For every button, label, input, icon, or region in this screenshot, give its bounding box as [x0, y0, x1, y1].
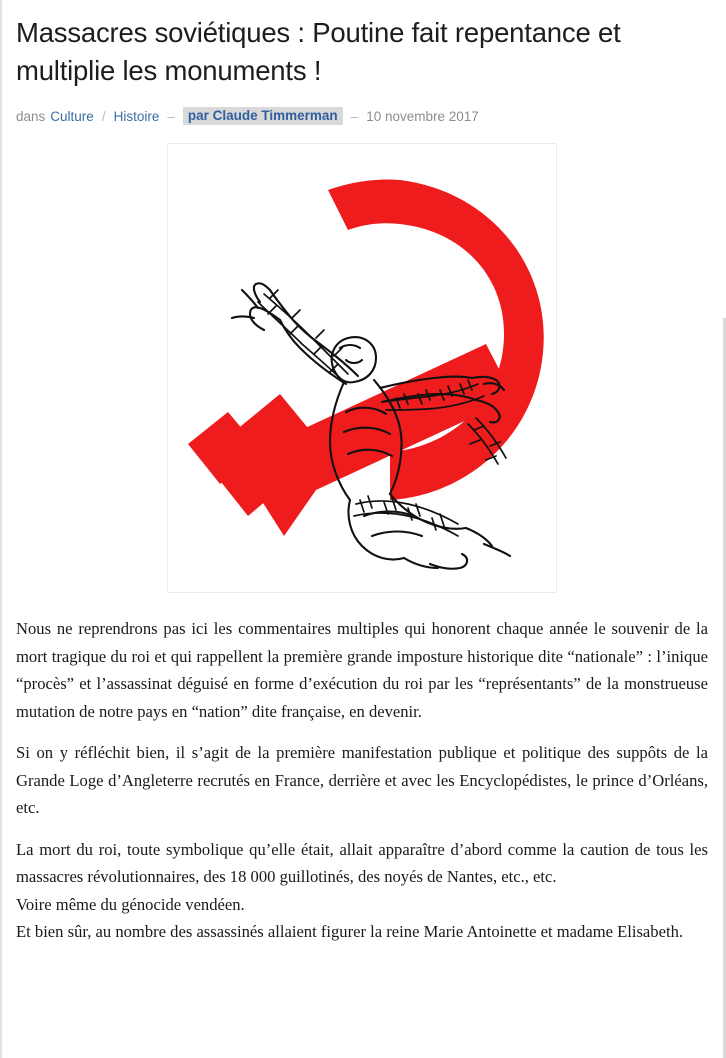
meta-dash-1: –	[167, 108, 175, 124]
meta-in-label: dans	[16, 108, 46, 124]
hammer-sickle-illustration	[168, 144, 554, 590]
paragraph: Et bien sûr, au nombre des assassinés allaient figurer la reine Marie Antoinette et madame Elisabeth.	[16, 922, 684, 941]
meta-category-secondary[interactable]: Histoire	[113, 108, 160, 124]
meta-author[interactable]: par Claude Timmerman	[183, 107, 343, 125]
paragraph: Voire même du génocide vendéen.	[16, 894, 245, 914]
paragraph: La mort du roi, toute symbolique qu’elle était, allait apparaître d’abord comme la caution de tous les massacres révolutionnaires, des 18 000 guillotinés, des noyés de Nantes, etc., etc.	[16, 839, 708, 886]
paragraph: Si on y réfléchit bien, il s’agit de la première manifestation publique et politique des suppôts de la Grande Loge d’Angleterre recrutés en France, derrière et avec les Encyclopédistes, le prince d’Orléans, etc.	[16, 743, 708, 817]
article-meta	[16, 107, 708, 125]
meta-category-primary[interactable]: Culture	[50, 108, 94, 124]
page-title: Massacres soviétiques : Poutine fait repentance et multiplie les monuments !	[16, 17, 621, 86]
meta-date: 10 novembre 2017	[366, 108, 479, 124]
article-figure	[167, 143, 557, 593]
article-body	[16, 615, 708, 946]
paragraph: Nous ne reprendrons pas ici les commentaires multiples qui honorent chaque année le souvenir de la mort tragique du roi et qui rappellent la première grande imposture historique dite “nationale” : l’inique “procès” et l’assassinat déguisé en forme d’exécution du roi par les “représentants” de la monstrueuse mutation de notre pays en “nation” dite française, en devenir.	[16, 619, 708, 721]
meta-separator: /	[101, 108, 106, 124]
meta-dash-2: –	[350, 108, 359, 124]
